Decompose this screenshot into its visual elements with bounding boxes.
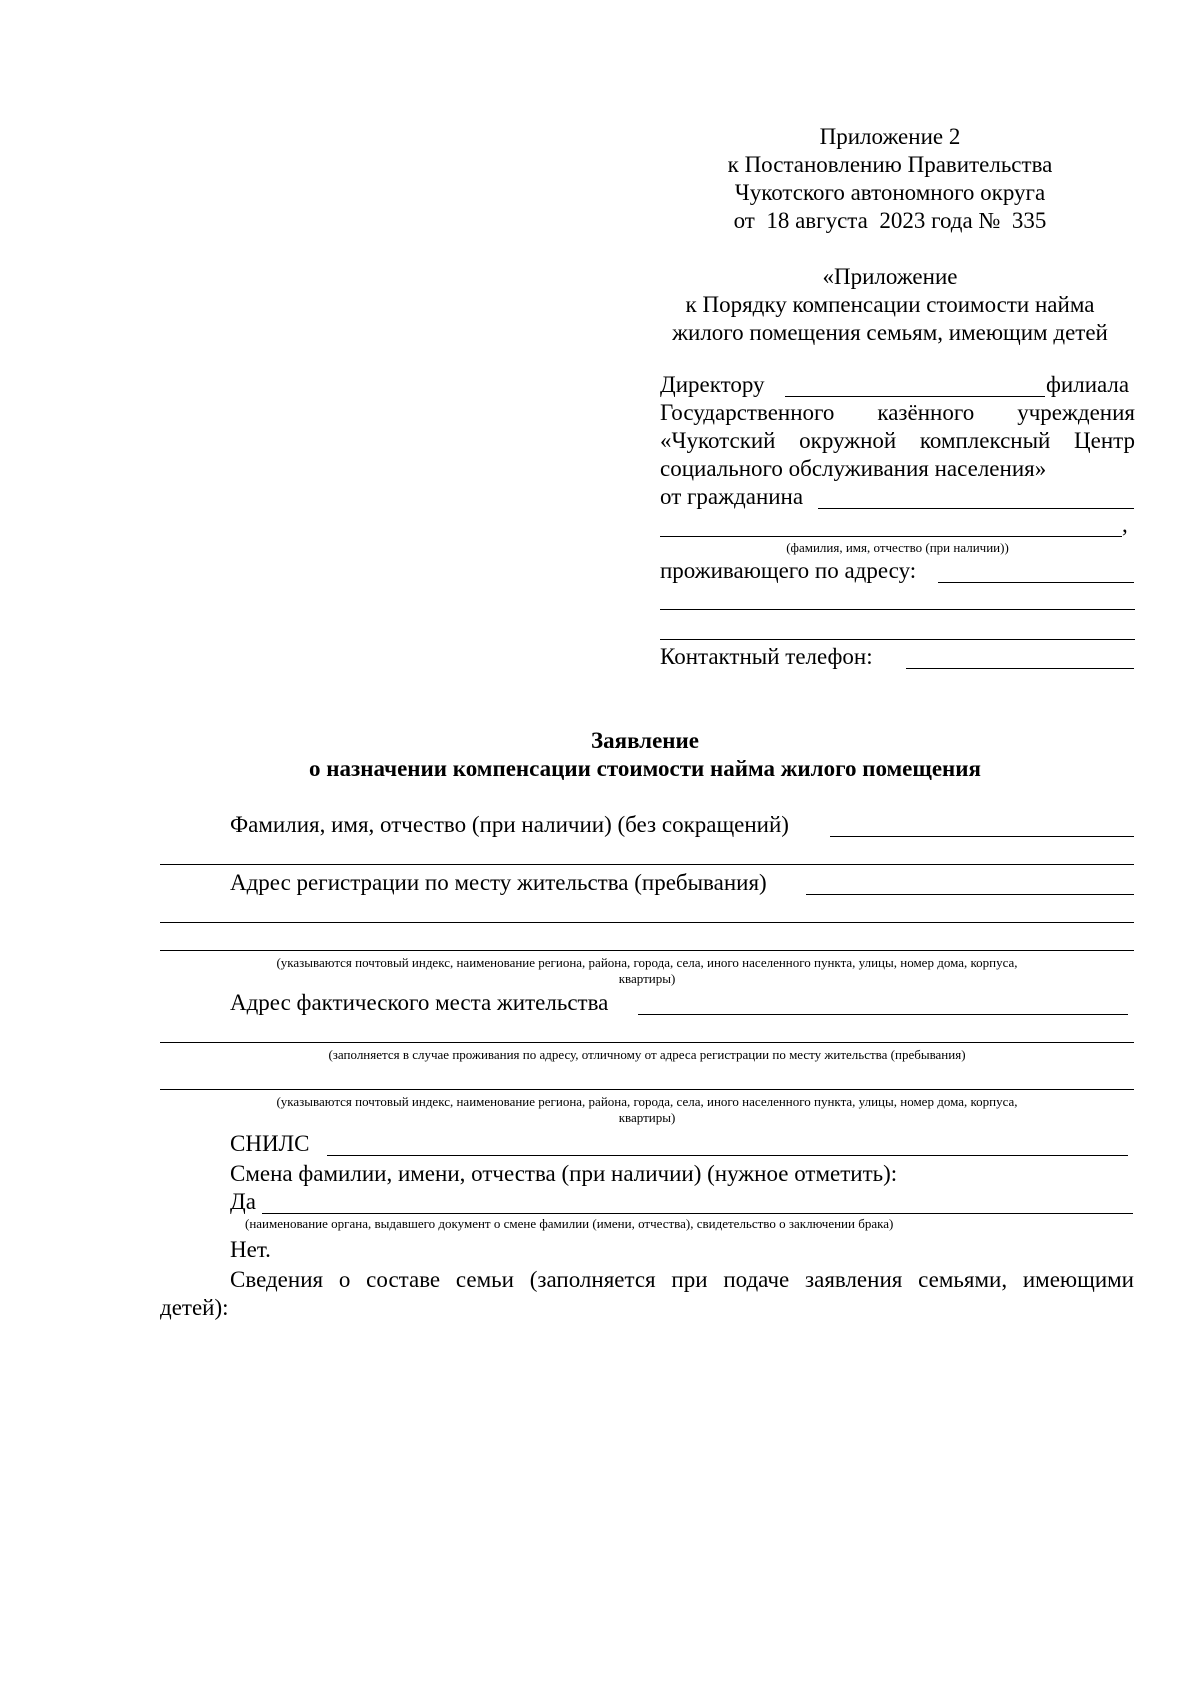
fio-label: Фамилия, имя, отчество (при наличии) (без сокращений)	[230, 812, 789, 837]
citizen-name-field-1[interactable]	[818, 508, 1134, 509]
fio-field-2[interactable]	[160, 864, 1134, 865]
actual-address-field-1[interactable]	[638, 1014, 1128, 1015]
yes-details-hint: (наименование органа, выдавшего документ о смене фамилии (имени, отчества), свидетельство о заключении брака)	[245, 1216, 894, 1231]
residence-address-label: проживающего по адресу:	[660, 558, 917, 583]
actual-address-hint-2: квартиры)	[618, 1110, 676, 1125]
contact-phone-label: Контактный телефон:	[660, 644, 873, 669]
actual-address-field-2[interactable]	[160, 1042, 1134, 1043]
reg-address-label: Адрес регистрации по месту жительства (пребывания)	[230, 870, 767, 895]
document-title: Заявление	[590, 728, 700, 753]
contact-phone-field[interactable]	[906, 668, 1134, 669]
fio-field-1[interactable]	[830, 836, 1134, 837]
reg-address-field-3[interactable]	[160, 950, 1134, 951]
yes-details-field[interactable]	[262, 1213, 1133, 1214]
from-citizen-label: от гражданина	[660, 484, 804, 509]
reg-address-field-2[interactable]	[160, 922, 1134, 923]
residence-address-field-2[interactable]	[660, 609, 1135, 610]
actual-address-label: Адрес фактического места жительства	[230, 990, 609, 1015]
institution-line-2: «Чукотский окружной комплексный Центр	[660, 428, 1135, 453]
actual-address-hint-1: (указываются почтовый индекс, наименование региона, района, города, села, иного населенного пункта, улицы, номер дома, корпуса,	[276, 1094, 1018, 1109]
appendix-line-2: к Постановлению Правительства	[727, 152, 1053, 177]
document-subtitle: о назначении компенсации стоимости найма жилого помещения	[309, 756, 981, 781]
appendix-line-4: от 18 августа 2023 года № 335	[733, 208, 1047, 233]
snils-field[interactable]	[327, 1155, 1128, 1156]
director-label: Директору	[660, 372, 765, 397]
branch-label: филиала	[1046, 372, 1130, 397]
appendix-line-1: Приложение 2	[819, 124, 961, 149]
sub-appendix-line-2: к Порядку компенсации стоимости найма	[685, 292, 1095, 317]
institution-line-3: социального обслуживания населения»	[660, 456, 1047, 481]
institution-line-1: Государственного казённого учреждения	[660, 400, 1135, 425]
reg-address-field-1[interactable]	[806, 894, 1134, 895]
actual-address-field-3[interactable]	[160, 1089, 1134, 1090]
sub-appendix-line-1: «Приложение	[822, 264, 958, 289]
sub-appendix-line-3: жилого помещения семьям, имеющим детей	[672, 320, 1108, 345]
name-change-label: Смена фамилии, имени, отчества (при наличии) (нужное отметить):	[230, 1161, 898, 1186]
comma: ,	[1122, 512, 1128, 537]
snils-label: СНИЛС	[230, 1131, 310, 1156]
actual-address-hint: (заполняется в случае проживания по адресу, отличному от адреса регистрации по месту жительства (пребывания)	[328, 1047, 966, 1062]
appendix-line-3: Чукотского автономного округа	[734, 180, 1046, 205]
family-info-line-2: детей):	[160, 1295, 229, 1320]
residence-address-field-1[interactable]	[938, 582, 1134, 583]
reg-address-hint-2: квартиры)	[618, 971, 676, 986]
family-info-line-1: Сведения о составе семьи (заполняется при подаче заявления семьями, имеющими	[230, 1267, 1134, 1292]
no-label[interactable]: Нет.	[230, 1237, 271, 1262]
reg-address-hint-1: (указываются почтовый индекс, наименование региона, района, города, села, иного населенного пункта, улицы, номер дома, корпуса,	[276, 955, 1018, 970]
director-name-field[interactable]	[785, 396, 1045, 397]
citizen-name-field-2[interactable]	[660, 536, 1122, 537]
yes-label[interactable]: Да	[230, 1189, 256, 1214]
citizen-name-hint: (фамилия, имя, отчество (при наличии))	[786, 540, 1009, 555]
residence-address-field-3[interactable]	[660, 639, 1135, 640]
